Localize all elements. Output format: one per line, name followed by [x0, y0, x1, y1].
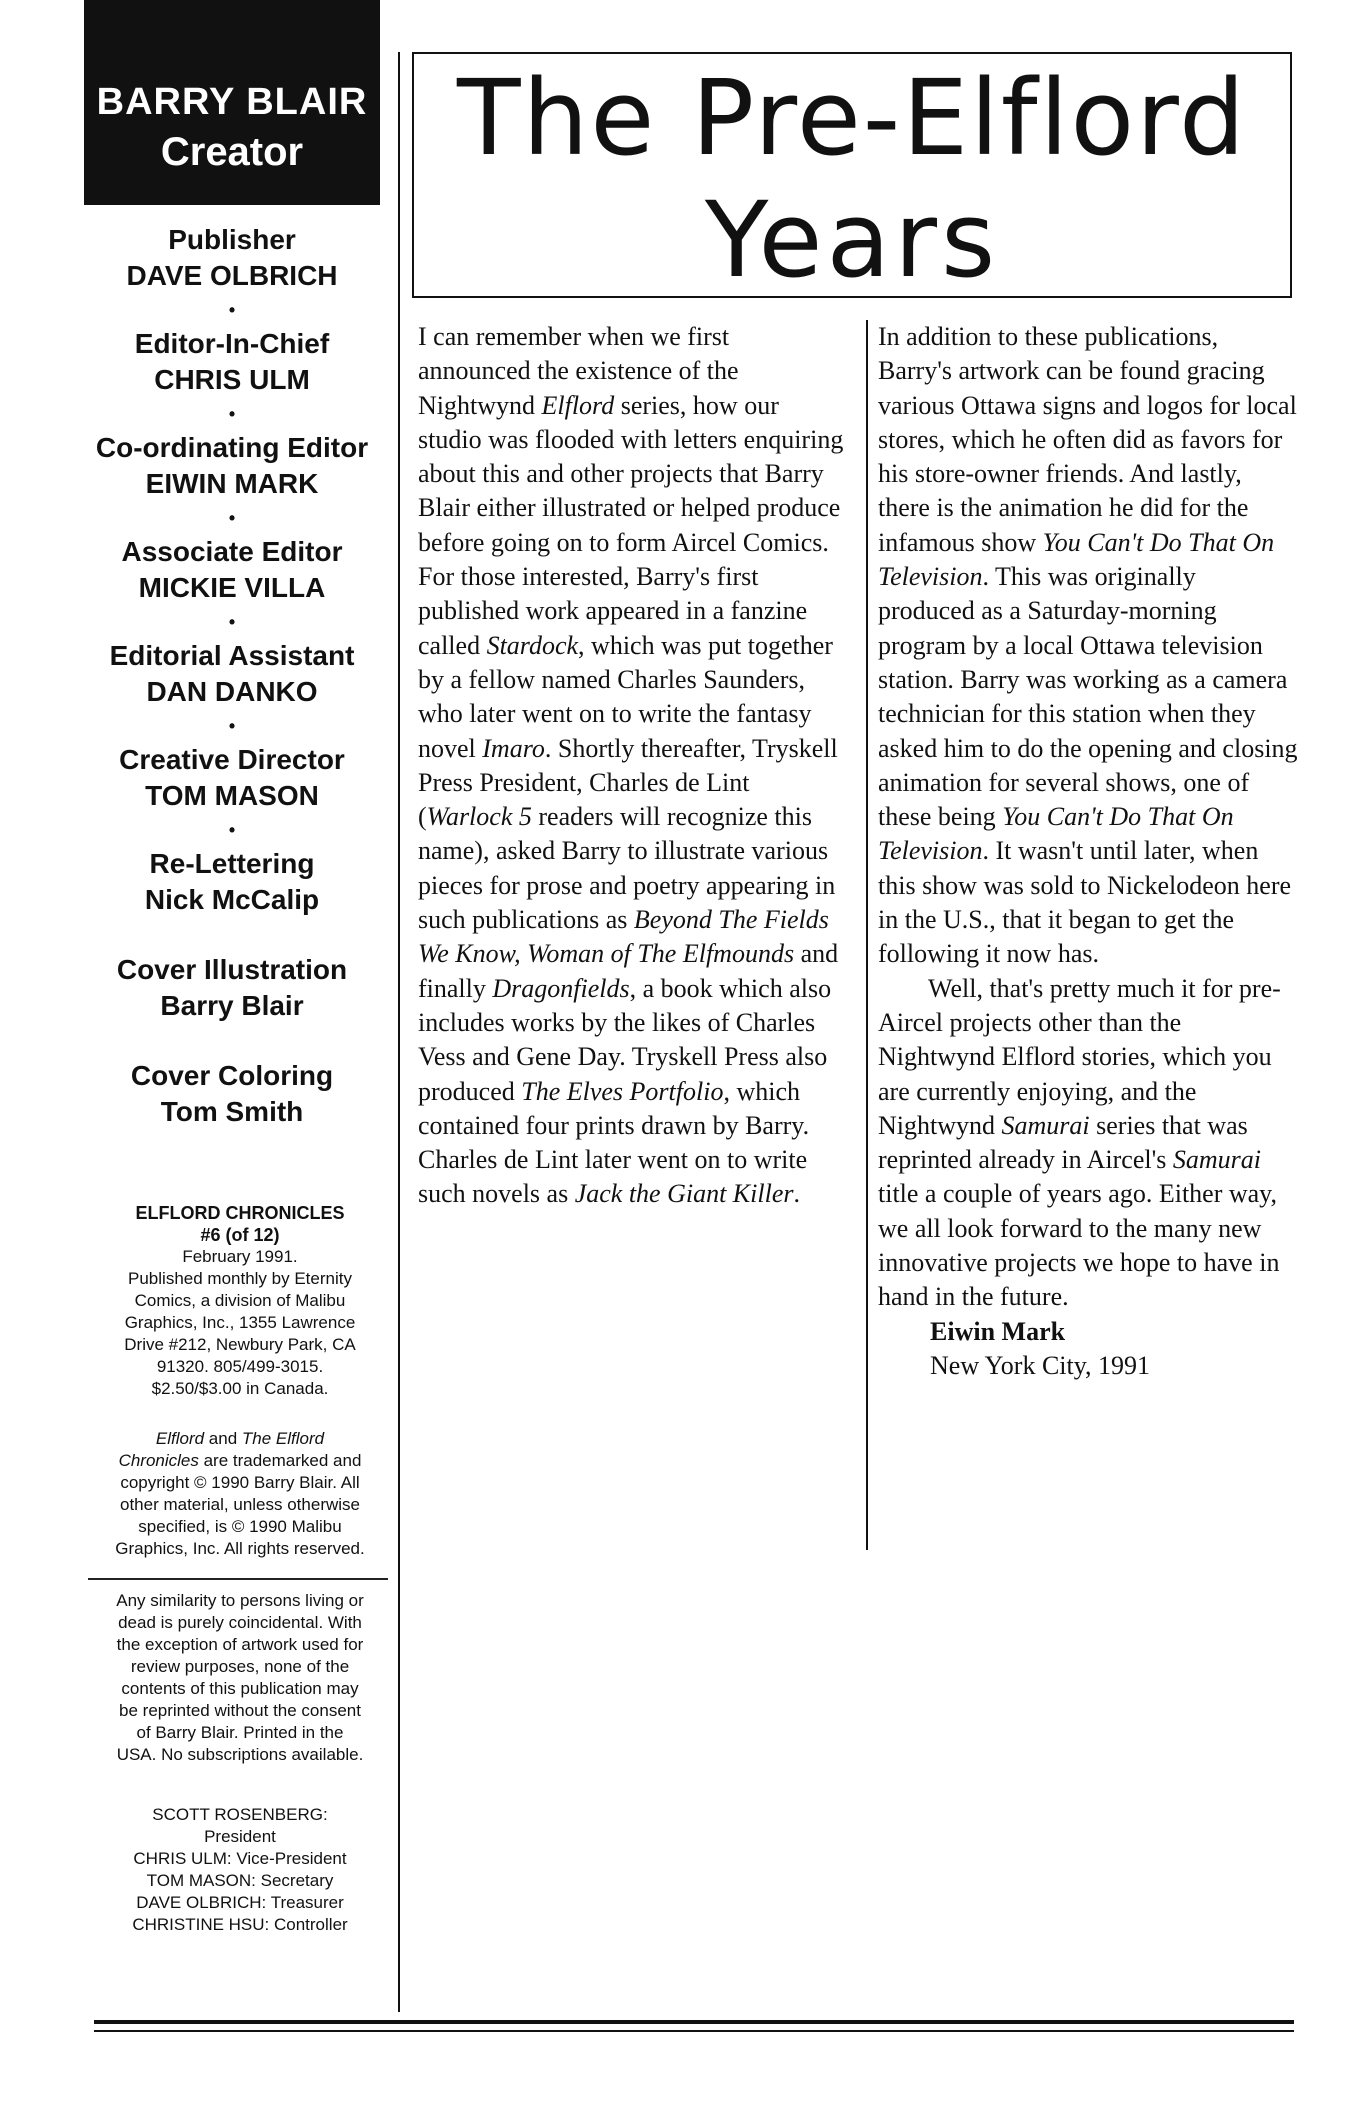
- indicia-line: Graphics, Inc., 1355 Lawrence: [124, 1313, 356, 1332]
- cover-credit-name: Tom Smith: [160, 1096, 304, 1127]
- staff-name: EIWIN MARK: [145, 468, 319, 499]
- staff-name: DAN DANKO: [146, 676, 318, 707]
- indicia-line: 91320. 805/499-3015.: [156, 1357, 324, 1376]
- notice-line: of Barry Blair. Printed in the: [136, 1723, 344, 1742]
- staff-title: Re-Lettering: [149, 848, 315, 879]
- article-column-1: [418, 320, 848, 1212]
- article-paragraph: In addition to these publications, Barry's artwork can be found gracing various Ottawa signs and logos for local stores, which he often did as favors for his store-owner friends. And lastly, there is the animation he did for the infamous show You Can't Do That On Television. This was originally produced as a Saturday-morning program by a local Ottawa television station. Barry was working as a camera technician for this station when they asked him to do the opening and closing animation for several shows, one of these being You Can't Do That On Television. It wasn't until later, when this show was sold to Nickelodeon here in the U.S., that it began to get the following it now has.: [878, 322, 1298, 969]
- indicia-headline: ELFLORD CHRONICLES: [135, 1203, 345, 1223]
- cover-credit: [80, 1058, 384, 1130]
- staff-entry: [80, 638, 384, 710]
- indicia-line: Comics, a division of Malibu: [134, 1291, 346, 1310]
- trademark-line: copyright © 1990 Barry Blair. All: [120, 1473, 360, 1492]
- corporate-officers: [90, 1804, 390, 1936]
- notice-line: dead is purely coincidental. With: [118, 1613, 362, 1632]
- indicia-line: Drive #212, Newbury Park, CA: [124, 1335, 356, 1354]
- trademark-text: are trademarked and: [198, 1451, 362, 1470]
- publication-indicia: [90, 1202, 390, 1400]
- creator-banner: [84, 0, 380, 205]
- bullet-separator: •: [228, 716, 236, 736]
- staff-entry: [80, 430, 384, 502]
- staff-title: Creative Director: [119, 744, 345, 775]
- article-paragraph: I can remember when we first announced the existence of the Nightwynd Elflord series, how our studio was flooded with letters enquiring about this and other projects that Barry Blair either illustrated or helped produce before going on to form Aircel Comics. For those interested, Barry's first published work appeared in a fanzine called Stardock, which was put together by a fellow named Charles Saunders, who later went on to write the fantasy novel Imaro. Shortly thereafter, Tryskell Press President, Charles de Lint (Warlock 5 readers will recognize this name), asked Barry to illustrate various pieces for prose and poetry appearing in such publications as Beyond The Fields We Know, Woman of The Elfmounds and finally Dragonfields, a book which also includes works by the likes of Charles Vess and Gene Day. Tryskell Press also produced The Elves Portfolio, which contained four prints drawn by Barry. Charles de Lint later went on to write such novels as Jack the Giant Killer.: [418, 322, 844, 1209]
- cover-credit-title: Cover Illustration: [116, 954, 348, 985]
- author-signature: Eiwin Mark: [930, 1316, 1066, 1346]
- staff-name: CHRIS ULM: [154, 364, 310, 395]
- bullet-separator: •: [228, 300, 236, 320]
- trademark-line: specified, is © 1990 Malibu: [138, 1517, 342, 1536]
- cover-credit-title: Cover Coloring: [130, 1060, 334, 1091]
- article-title-line-1: The Pre-Elflord: [456, 57, 1248, 179]
- author-location-date: New York City, 1991: [930, 1350, 1151, 1380]
- section-divider: [88, 1578, 388, 1580]
- page-footer-rule: [94, 2030, 1294, 2032]
- cover-credit-name: Barry Blair: [160, 990, 304, 1021]
- staff-credits: [80, 222, 384, 1130]
- creator-role: Creator: [160, 130, 304, 174]
- trademark-text: and: [204, 1429, 242, 1448]
- article-column-2: [878, 320, 1298, 1383]
- disclaimer-notice: [90, 1590, 390, 1766]
- page-footer-rule: [94, 2020, 1294, 2024]
- staff-title: Editorial Assistant: [109, 640, 355, 671]
- bullet-separator: •: [228, 820, 236, 840]
- column-rule: [866, 320, 868, 1550]
- article-title-box: [412, 52, 1292, 301]
- notice-line: the exception of artwork used for: [116, 1635, 364, 1654]
- staff-entry: [80, 742, 384, 814]
- bullet-separator: •: [228, 508, 236, 528]
- notice-line: be reprinted without the consent: [119, 1701, 361, 1720]
- cover-credit: [80, 952, 384, 1024]
- article-title-line-2: Years: [704, 179, 1000, 301]
- staff-name: MICKIE VILLA: [138, 572, 326, 603]
- staff-title: Associate Editor: [121, 536, 343, 567]
- article-paragraph: Well, that's pretty much it for pre-Aircel projects other than the Nightwynd Elflord stories, which you are currently enjoying, and the Nightwynd Samurai series that was reprinted already in Aircel's Samurai title a couple of years ago. Either way, we all look forward to the many new innovative projects we hope to have in hand in the future.: [878, 973, 1281, 1312]
- officer-line: President: [204, 1827, 276, 1846]
- column-rule: [398, 52, 400, 2012]
- officer-line: CHRIS ULM: Vice-President: [133, 1849, 347, 1868]
- staff-name: TOM MASON: [145, 780, 319, 811]
- staff-entry: [80, 222, 384, 294]
- staff-title: Editor-In-Chief: [134, 328, 330, 359]
- staff-title: Co-ordinating Editor: [95, 432, 369, 463]
- staff-name: Nick McCalip: [144, 884, 320, 915]
- staff-entry: [80, 534, 384, 606]
- staff-name: DAVE OLBRICH: [126, 260, 338, 291]
- officer-line: TOM MASON: Secretary: [146, 1871, 334, 1890]
- trademark-line: Graphics, Inc. All rights reserved.: [115, 1539, 365, 1558]
- staff-entry: [80, 326, 384, 398]
- bullet-separator: •: [228, 404, 236, 424]
- notice-line: Any similarity to persons living or: [116, 1591, 364, 1610]
- creator-name: BARRY BLAIR: [96, 81, 368, 123]
- indicia-line: $2.50/$3.00 in Canada.: [151, 1379, 329, 1398]
- officer-line: DAVE OLBRICH: Treasurer: [136, 1893, 344, 1912]
- trademark-notice: [90, 1428, 390, 1560]
- notice-line: USA. No subscriptions available.: [116, 1745, 364, 1764]
- trademark-text: The Elflord: [241, 1429, 325, 1448]
- bullet-separator: •: [228, 612, 236, 632]
- trademark-text: Chronicles: [118, 1451, 199, 1470]
- officer-line: CHRISTINE HSU: Controller: [132, 1915, 348, 1934]
- staff-entry: [80, 846, 384, 918]
- indicia-line: February 1991.: [182, 1247, 298, 1266]
- officer-line: SCOTT ROSENBERG:: [152, 1805, 328, 1824]
- staff-title: Publisher: [168, 224, 296, 255]
- notice-line: contents of this publication may: [121, 1679, 359, 1698]
- trademark-line: other material, unless otherwise: [119, 1495, 360, 1514]
- trademark-text: Elflord: [155, 1429, 205, 1448]
- notice-line: review purposes, none of the: [130, 1657, 350, 1676]
- indicia-issue: #6 (of 12): [200, 1225, 280, 1245]
- indicia-line: Published monthly by Eternity: [128, 1269, 352, 1288]
